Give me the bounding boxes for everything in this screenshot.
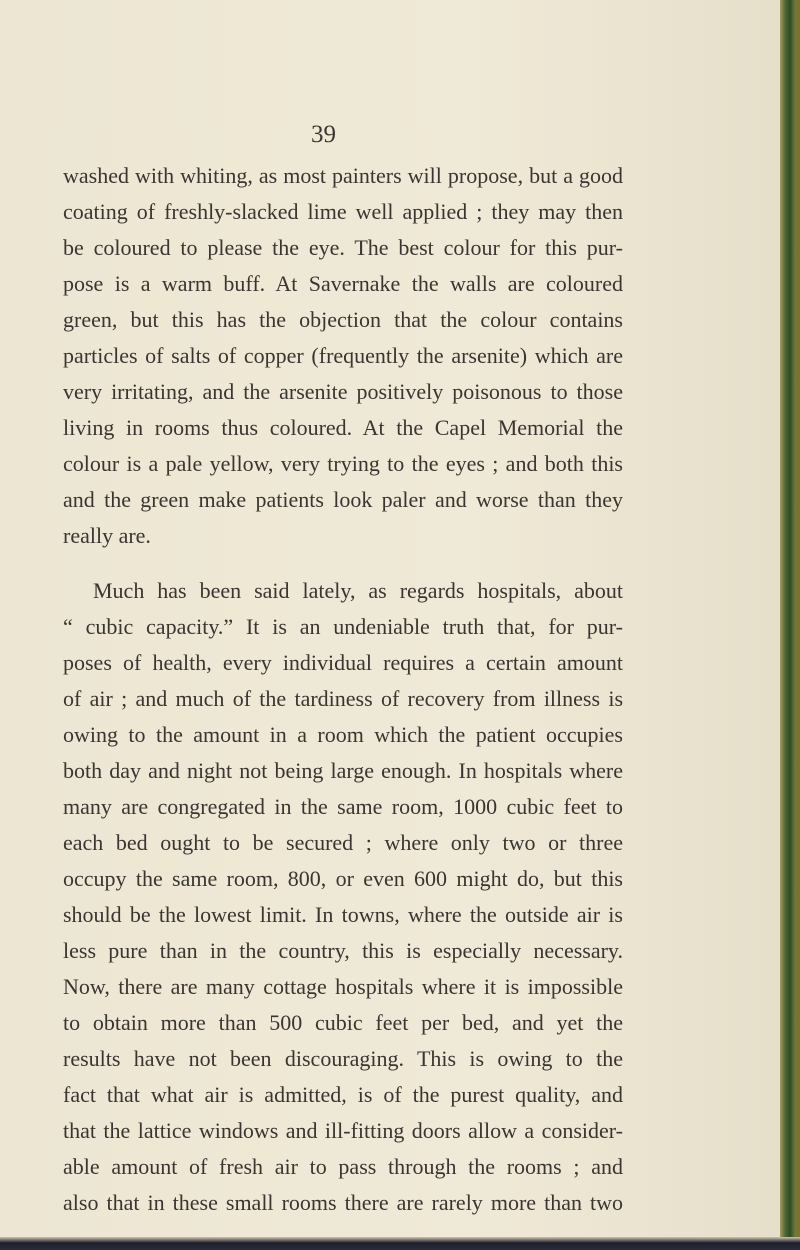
text-line: able amount of fresh air to pass through the rooms ; and [63,1154,623,1179]
text-line: both day and night not being large enough. In hospitals where [63,758,623,783]
text-line: should be the lowest limit. In towns, where the outside air is [63,902,623,927]
text-line: that the lattice windows and ill-fitting doors allow a consider- [63,1118,623,1143]
text-line: very irritating, and the arsenite positively poisonous to those [63,379,623,404]
text-line: “ cubic capacity.” It is an undeniable truth that, for pur- [63,614,623,639]
text-line: living in rooms thus coloured. At the Capel Memorial the [63,415,623,440]
text-line: be coloured to please the eye. The best colour for this pur- [63,235,623,260]
text-line: also that in these small rooms there are rarely more than two [63,1190,623,1215]
paragraph-1 [63,158,623,554]
text-line: owing to the amount in a room which the patient occupies [63,722,623,747]
text-line: colour is a pale yellow, very trying to the eyes ; and both this [63,451,623,476]
text-line: coating of freshly-slacked lime well applied ; they may then [63,199,623,224]
body-text [63,158,623,1221]
text-line: and the green make patients look paler and worse than they [63,487,623,512]
text-line: results have not been discouraging. This is owing to the [63,1046,623,1071]
text-line: poses of health, every individual requires a certain amount [63,650,623,675]
text-line: less pure than in the country, this is especially necessary. [63,938,623,963]
text-line: Much has been said lately, as regards hospitals, about [93,578,623,603]
text-line: particles of salts of copper (frequently the arsenite) which are [63,343,623,368]
paragraph-2 [63,573,623,1221]
text-line: many are congregated in the same room, 1000 cubic feet to [63,794,623,819]
book-binding-edge [780,0,800,1250]
text-line: washed with whiting, as most painters will propose, but a good [63,163,623,188]
text-line: green, but this has the objection that the colour contains [63,307,623,332]
text-line: pose is a warm buff. At Savernake the walls are coloured [63,271,623,296]
text-line: of air ; and much of the tardiness of recovery from illness is [63,686,623,711]
book-bottom-edge [0,1237,800,1250]
text-line: occupy the same room, 800, or even 600 might do, but this [63,866,623,891]
text-line: to obtain more than 500 cubic feet per bed, and yet the [63,1010,623,1035]
text-line: fact that what air is admitted, is of the purest quality, and [63,1082,623,1107]
paragraph-gap [63,554,623,573]
page-number: 39 [311,121,336,148]
text-line: each bed ought to be secured ; where only two or three [63,830,623,855]
text-line: really are. [63,523,151,548]
text-line: Now, there are many cottage hospitals where it is impossible [63,974,623,999]
